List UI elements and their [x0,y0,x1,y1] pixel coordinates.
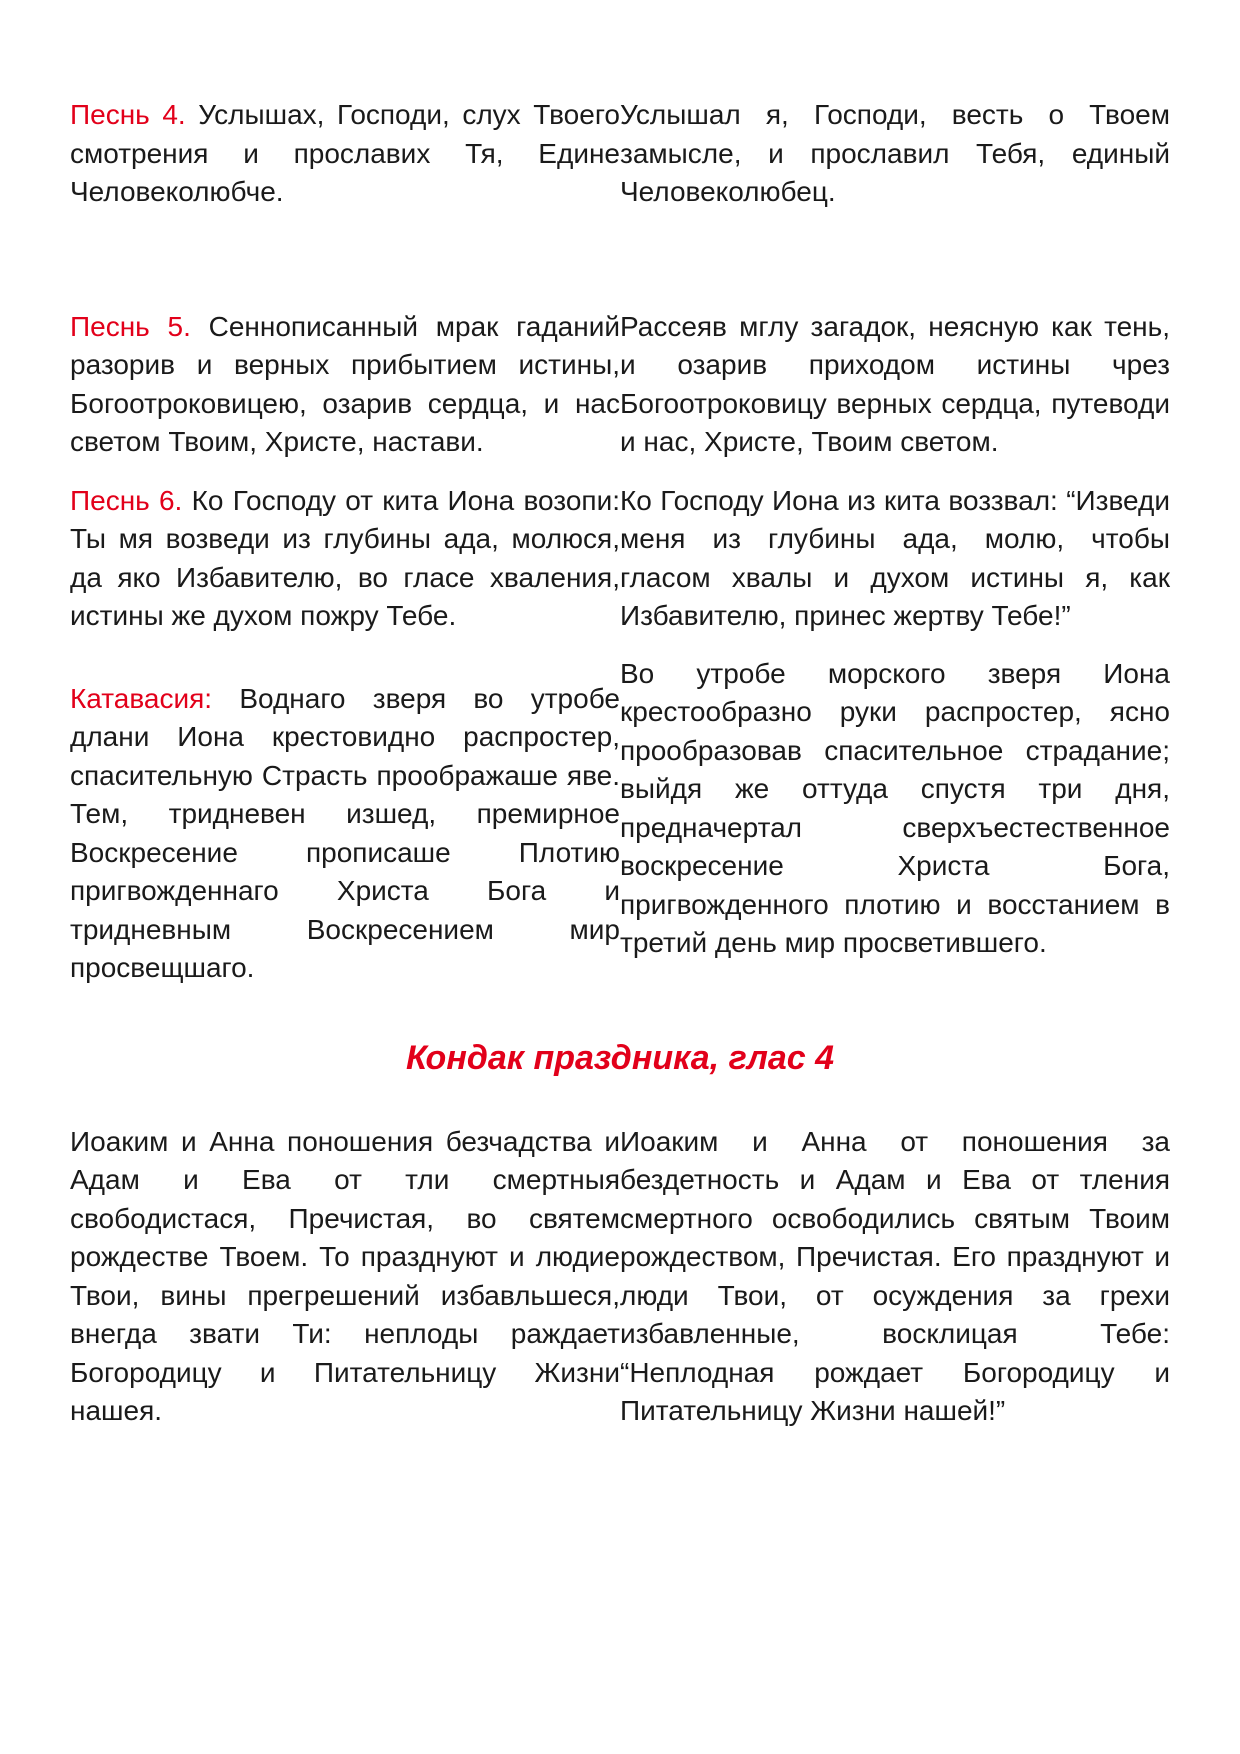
song-6-russian-text: Ко Господу Иона из кита воззвал: “Изведи меня из глубины ада, молю, чтобы гласом хвалы и духом истины я, как Избавителю, принес жертву Тебе!” [620,484,1170,631]
katavasia-label: Катавасия: [70,682,213,714]
kontakion-russian [620,1123,1170,1431]
song-4-slavonic-text: Услышах, Господи, слух Твоего смотрения и прославих Тя, Едине Человеколюбче. [70,99,621,207]
kontakion-church-slavonic [70,1123,620,1431]
katavasia-church-slavonic [70,680,620,988]
katavasia-slavonic-text: Воднаго зверя во утробе длани Иона крестовидно распростер, спасительную Страсть проображаше яве. Тем, тридневен изшед, премирное Воскресение прописаше Плотию пригвожденнаго Христа Бога и тридневным Воскресением мир просвещшаго. [70,682,620,983]
kontakion-row [70,1123,1170,1431]
song-6-slavonic-text: Ко Господу от кита Иона возопи: Ты мя возведи из глубины ада, молюся, да яко Избавителю, во гласе хваления, истины же духом пожру Тебе. [70,484,620,631]
song-4-church-slavonic [70,96,620,212]
kontakion-russian-text: Иоаким и Анна от поношения за бездетность и Адам и Ева от тления смертного освободились святым Твоим рождеством, Пречистая. Его празднуют и люди Твои, от осуждения за грехи избавленные, восклицая Тебе: “Неплодная рождает Богородицу и Питательницу Жизни нашей!” [620,1125,1170,1426]
song-4-label: Песнь 4. [70,99,186,130]
song-6-russian [620,482,1170,636]
song-4-row [70,96,1170,212]
song-4-russian [620,96,1170,212]
song-5-slavonic-text: Сеннописанный мрак гаданий разорив и верных прибытием истины, Богоотроковицею, озарив сердца, и нас светом Твоим, Христе, настави. [70,310,620,457]
song-6-label: Песнь 6. [70,484,183,516]
song-5-church-slavonic [70,308,620,462]
song-6-church-slavonic [70,482,620,636]
song-5-row [70,308,1170,462]
song-5-label: Песнь 5. [70,310,191,342]
song-5-russian [620,308,1170,462]
kontakion-slavonic-text: Иоаким и Анна поношения безчадства и Адам и Ева от тли смертныя свободистася, Пречистая, во святем рождестве Твоем. То празднуют и людие Твои, вины прегрешений избавльшеся, внегда звати Ти: неплоды раждает Богородицу и Питательницу Жизни нашея. [70,1125,620,1426]
document-page [70,96,1170,1431]
song-4-russian-text: Услышал я, Господи, весть о Твоем замысле, и прославил Тебя, единый Человеколюбец. [620,99,1170,207]
katavasia-row [70,655,1170,988]
katavasia-russian [620,655,1170,988]
katavasia-russian-text: Во утробе морского зверя Иона крестообразно руки распростер, ясно прообразовав спасительное страдание; выйдя же оттуда спустя три дня, предначертал сверхъестественное воскресение Христа Бога, пригвожденного плотию и восстанием в третий день мир просветившего. [620,657,1170,958]
kontakion-heading: Кондак праздника, глас 4 [405,1038,835,1077]
song-6-row [70,482,1170,636]
song-5-russian-text: Рассеяв мглу загадок, неясную как тень, и озарив приходом истины чрез Богоотроковицу верных сердца, путеводи и нас, Христе, Твоим светом. [620,310,1170,457]
